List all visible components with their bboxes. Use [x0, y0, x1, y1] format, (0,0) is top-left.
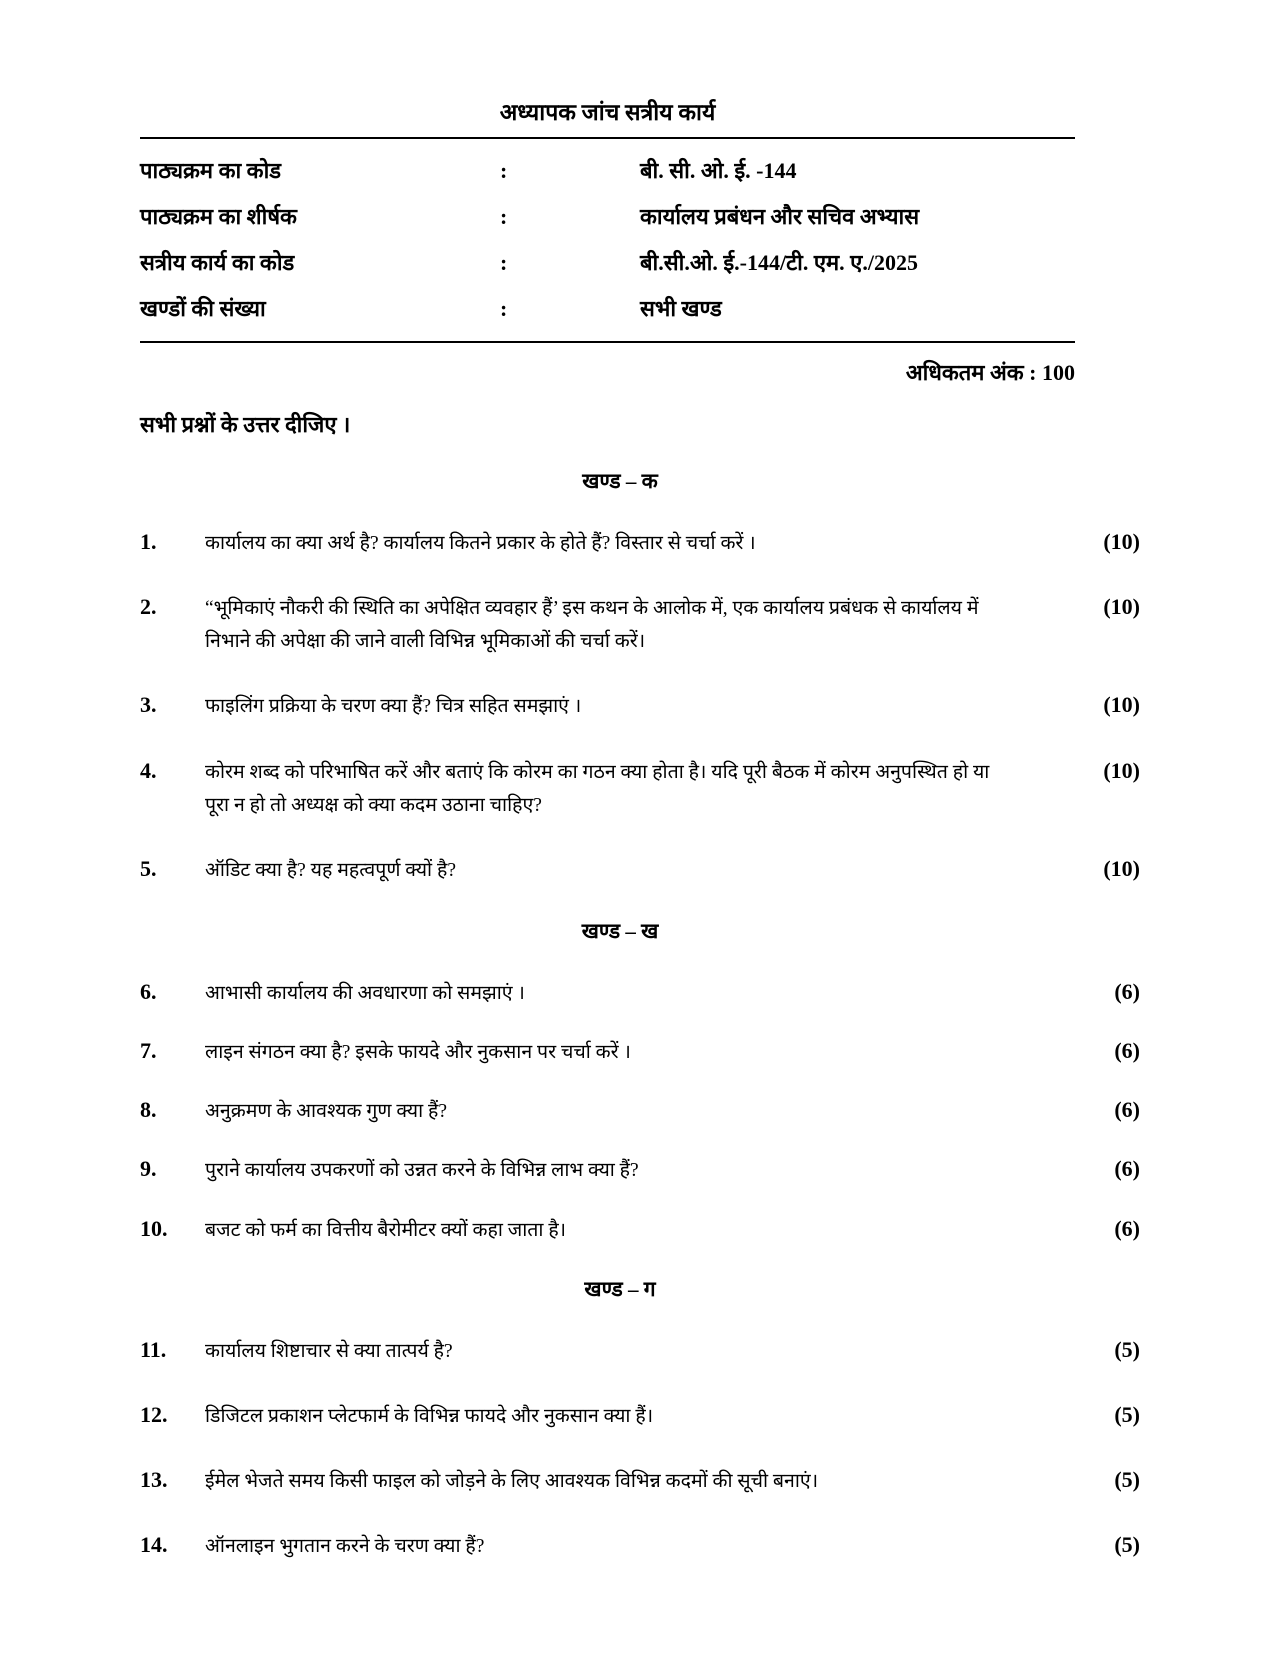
course-title-row	[140, 193, 1075, 239]
question-marks: (10)	[1103, 757, 1140, 783]
question-marks: (6)	[1114, 978, 1140, 1004]
section-b	[140, 917, 1140, 1247]
sections-count-value: सभी खण्ड	[640, 296, 722, 321]
question-marks: (6)	[1114, 1156, 1140, 1182]
max-marks: अधिकतम अंक : 100	[905, 360, 1075, 385]
sections-count-row	[140, 285, 1075, 331]
question-marks: (5)	[1114, 1336, 1140, 1362]
question-text: “भूमिकाएं नौकरी की स्थिति का अपेक्षित व्यवहार हैं’ इस कथन के आलोक में, एक कार्यालय प्रबंधक से कार्यालय में निभाने की अपेक्षा की जाने वाली विभिन्न भूमिकाओं की चर्चा करें।	[205, 598, 979, 653]
question-number: 3.	[140, 692, 157, 718]
question-number: 12.	[140, 1401, 168, 1427]
question-row	[140, 590, 1140, 658]
course-code-label: पाठ्यक्रम का कोड	[140, 158, 282, 183]
section-heading-b: खण्ड – ख	[581, 918, 659, 943]
question-number: 13.	[140, 1466, 168, 1492]
question-number: 7.	[140, 1038, 157, 1064]
assignment-code-value: बी.सी.ओ. ई.-144/टी. एम. ए./2025	[640, 250, 918, 275]
section-c	[140, 1275, 1140, 1564]
question-row	[140, 1152, 1140, 1187]
question-marks: (5)	[1114, 1466, 1140, 1492]
question-row	[140, 1212, 1140, 1247]
question-row	[140, 754, 1140, 822]
question-text: ऑनलाइन भुगतान करने के चरण क्या हैं?	[205, 1536, 485, 1558]
question-text: लाइन संगठन क्या है? इसके फायदे और नुकसान पर चर्चा करें ।	[205, 1042, 631, 1064]
question-row	[140, 525, 1140, 560]
question-marks: (5)	[1114, 1401, 1140, 1427]
page-title: अध्यापक जांच सत्रीय कार्य	[499, 100, 716, 125]
question-marks: (6)	[1114, 1038, 1140, 1064]
question-text: अनुक्रमण के आवश्यक गुण क्या हैं?	[205, 1101, 448, 1123]
colon-separator: :	[500, 158, 508, 183]
course-code-row	[140, 147, 1075, 193]
question-text: फाइलिंग प्रक्रिया के चरण क्या हैं? चित्र सहित समझाएं ।	[205, 696, 582, 718]
question-row	[140, 1398, 1140, 1433]
question-row	[140, 1528, 1140, 1563]
question-row	[140, 1034, 1140, 1069]
question-text: ऑडिट क्या है? यह महत्वपूर्ण क्यों है?	[205, 859, 456, 881]
question-marks: (10)	[1103, 594, 1140, 620]
question-number: 10.	[140, 1215, 168, 1241]
question-number: 2.	[140, 594, 157, 620]
instruction-text: सभी प्रश्नों के उत्तर दीजिए ।	[140, 412, 351, 437]
course-info-table	[140, 139, 1075, 341]
question-text: ईमेल भेजते समय किसी फाइल को जोड़ने के लिए आवश्यक विभिन्न कदमों की सूची बनाएं।	[205, 1470, 819, 1492]
question-row	[140, 688, 1140, 723]
sections-count-label: खण्डों की संख्या	[140, 296, 266, 321]
section-a	[140, 467, 1140, 887]
question-row	[140, 1333, 1140, 1368]
question-number: 6.	[140, 978, 157, 1004]
question-text: आभासी कार्यालय की अवधारणा को समझाएं ।	[205, 982, 525, 1004]
question-text: पुराने कार्यालय उपकरणों को उन्नत करने के विभिन्न लाभ क्या हैं?	[205, 1160, 639, 1182]
question-row	[140, 1093, 1140, 1128]
question-number: 1.	[140, 529, 157, 554]
question-marks: (6)	[1114, 1097, 1140, 1123]
question-marks: (10)	[1103, 855, 1140, 881]
question-number: 9.	[140, 1156, 157, 1182]
question-text: कोरम शब्द को परिभाषित करें और बताएं कि कोरम का गठन क्या होता है। यदि पूरी बैठक में कोरम अनुपस्थित हो या पूरा न हो तो अध्यक्ष को क्या कदम उठाना चाहिए?	[205, 761, 990, 816]
assignment-code-row	[140, 239, 1075, 285]
colon-separator: :	[500, 250, 508, 275]
assignment-code-label: सत्रीय कार्य का कोड	[140, 250, 295, 275]
colon-separator: :	[500, 296, 508, 321]
question-marks: (10)	[1103, 529, 1140, 554]
question-text: कार्यालय का क्या अर्थ है? कार्यालय कितने प्रकार के होते हैं? विस्तार से चर्चा करें ।	[205, 533, 756, 554]
colon-separator: :	[500, 204, 508, 229]
question-text: कार्यालय शिष्टाचार से क्या तात्पर्य है?	[205, 1340, 453, 1362]
course-code-value: बी. सी. ओ. ई. -144	[640, 158, 797, 183]
question-row	[140, 1463, 1140, 1498]
course-title-label: पाठ्यक्रम का शीर्षक	[140, 204, 297, 229]
question-text: डिजिटल प्रकाशन प्लेटफार्म के विभिन्न फायदे और नुकसान क्या हैं।	[205, 1405, 654, 1427]
question-number: 5.	[140, 855, 157, 881]
header-bottom-rule	[140, 341, 1075, 343]
question-number: 14.	[140, 1532, 168, 1558]
course-title-value: कार्यालय प्रबंधन और सचिव अभ्यास	[640, 204, 920, 229]
question-row	[140, 975, 1140, 1010]
question-number: 8.	[140, 1097, 157, 1123]
question-marks: (6)	[1114, 1215, 1140, 1241]
question-marks: (10)	[1103, 692, 1140, 718]
question-number: 4.	[140, 757, 157, 783]
question-text: बजट को फर्म का वित्तीय बैरोमीटर क्यों कहा जाता है।	[205, 1219, 567, 1241]
question-marks: (5)	[1114, 1532, 1140, 1558]
question-row	[140, 852, 1140, 887]
section-heading-a: खण्ड – क	[582, 469, 658, 493]
question-number: 11.	[140, 1336, 167, 1362]
section-heading-c: खण्ड – ग	[584, 1276, 656, 1301]
